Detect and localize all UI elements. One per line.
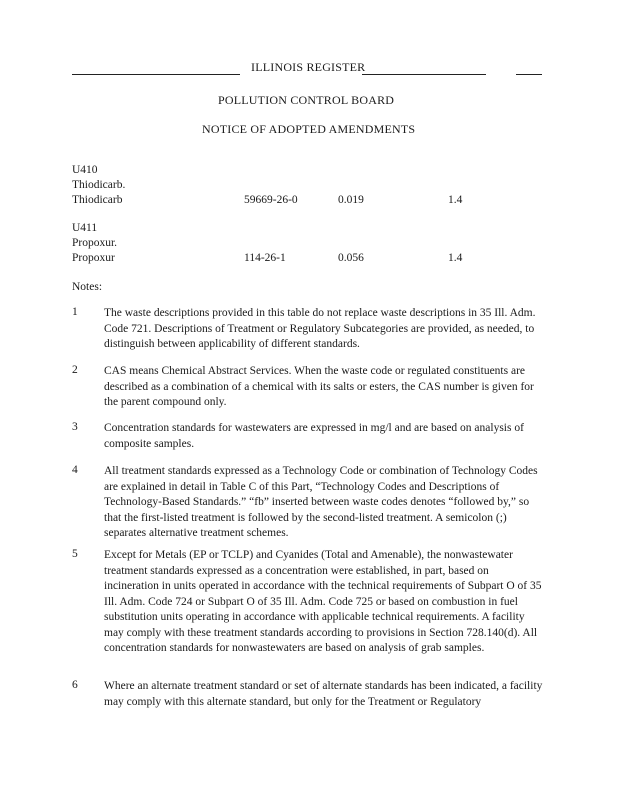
note-number: 3: [72, 421, 78, 433]
header-rule-tail: [516, 74, 542, 75]
note-number: 4: [72, 464, 78, 476]
waste-name: Propoxur.: [72, 237, 118, 249]
note-number: 5: [72, 548, 78, 560]
waste-code: U411: [72, 222, 98, 234]
note-text: Where an alternate treatment standard or set of alternate standards has been indicated, a facility may comply with this alternate standard, but only for the Treatment or Regulatory: [104, 680, 543, 708]
note-text: The waste descriptions provided in this table do not replace waste descriptions in 35 Ill. Adm. Code 721. Descriptions of Treatment or Regulatory Subcategories are provided, as needed, to distinguish between applicability of different standards.: [104, 307, 536, 350]
notes-label: Notes:: [72, 281, 103, 293]
constituent-name: Thiodicarb: [72, 194, 123, 206]
nonwastewater-standard: 1.4: [448, 252, 463, 264]
nonwastewater-standard: 1.4: [448, 194, 463, 206]
register-title: ILLINOIS REGISTER: [251, 60, 366, 74]
wastewater-standard: 0.019: [338, 194, 364, 206]
board-title: POLLUTION CONTROL BOARD: [218, 93, 395, 107]
header-rule-right: [362, 74, 486, 75]
wastewater-standard: 0.056: [338, 252, 364, 264]
cas-number: 59669-26-0: [244, 194, 298, 206]
note-number: 2: [72, 364, 78, 376]
note-text: CAS means Chemical Abstract Services. When the waste code or regulated constituents are described as a combination of a chemical with its salts or esters, the CAS number is given for the parent compound only.: [104, 365, 534, 408]
notice-title: NOTICE OF ADOPTED AMENDMENTS: [202, 122, 416, 136]
note-number: 6: [72, 679, 78, 691]
note-text: All treatment standards expressed as a Technology Code or combination of Technology Codes are explained in detail in Table C of this Part, “Technology Codes and Descriptions of Technology-Based Standards.” “fb” inserted between waste codes denotes “followed by,” so that the first-listed treatment is followed by the second-listed treatment. A semicolon (;) separates alternative treatment schemes.: [104, 465, 538, 539]
cas-number: 114-26-1: [244, 252, 286, 264]
note-text: Concentration standards for wastewaters are expressed in mg/l and are based on analysis of composite samples.: [104, 422, 524, 450]
waste-name: Thiodicarb.: [72, 179, 126, 191]
header-rule-left: [72, 74, 240, 75]
waste-code: U410: [72, 164, 98, 176]
note-number: 1: [72, 306, 78, 318]
note-text: Except for Metals (EP or TCLP) and Cyanides (Total and Amenable), the nonwastewater treatment standards expressed as a concentration were established, in part, based on incineration in units operated in accordance with the technical requirements of Subpart O of 35 Ill. Adm. Code 724 or Subpart O of 35 Ill. Adm. Code 725 or based on combustion in fuel substitution units operating in accordance with applicable technical requirements. A facility may comply with these treatment standards according to provisions in Section 728.140(d). All concentration standards for nonwastewaters are based on analysis of grab samples.: [104, 549, 542, 654]
constituent-name: Propoxur: [72, 252, 115, 264]
